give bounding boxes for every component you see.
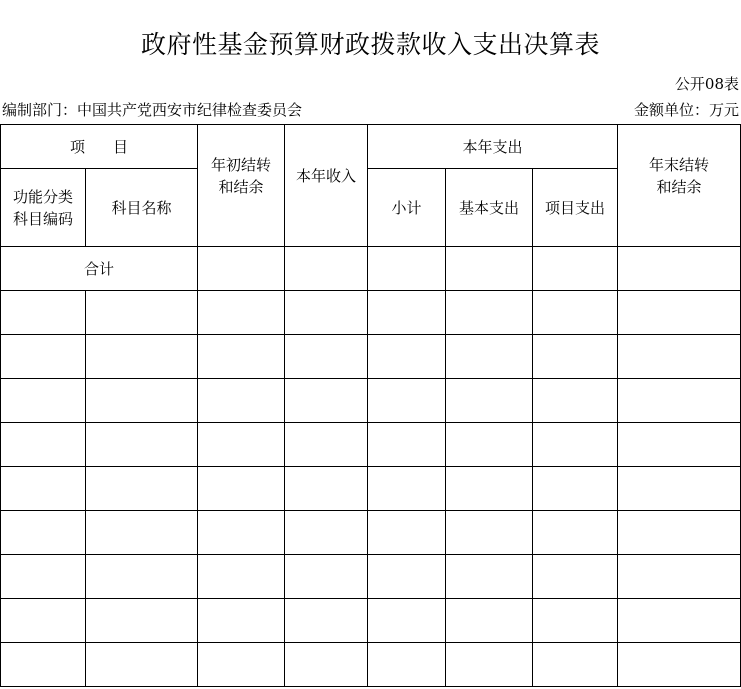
header-begin-balance — [198, 125, 285, 247]
header-func-code-line1: 功能分类 — [12, 187, 73, 206]
cell-code — [1, 423, 86, 467]
cell-basic — [446, 467, 533, 511]
table-row — [1, 467, 741, 511]
cell-code — [1, 599, 86, 643]
cell-project — [533, 599, 618, 643]
cell-basic — [446, 643, 533, 687]
cell-project — [533, 643, 618, 687]
header-end-balance-line1: 年末结转 — [649, 155, 710, 174]
cell-name — [86, 291, 198, 335]
header-basic-expenditure: 基本支出 — [446, 169, 533, 247]
cell-name — [86, 423, 198, 467]
cell-project — [533, 379, 618, 423]
cell-income — [285, 599, 368, 643]
cell-basic — [446, 423, 533, 467]
cell-end — [618, 335, 741, 379]
total-basic-cell — [446, 247, 533, 291]
table-row — [1, 511, 741, 555]
cell-begin — [198, 643, 285, 687]
cell-project — [533, 511, 618, 555]
cell-end — [618, 423, 741, 467]
header-func-code-line2: 科目编码 — [12, 209, 73, 228]
header-income — [285, 125, 368, 247]
cell-code — [1, 335, 86, 379]
cell-income — [285, 335, 368, 379]
cell-code — [1, 511, 86, 555]
header-item-left: 项 — [69, 137, 85, 156]
table-row — [1, 335, 741, 379]
compiling-department — [2, 100, 302, 120]
total-label: 合计 — [1, 247, 198, 291]
cell-name — [86, 643, 198, 687]
cell-name — [86, 555, 198, 599]
cell-code — [1, 643, 86, 687]
cell-income — [285, 379, 368, 423]
cell-subtotal — [368, 335, 446, 379]
header-project-expenditure: 项目支出 — [533, 169, 618, 247]
cell-project — [533, 423, 618, 467]
data-rows — [1, 291, 741, 687]
table-row — [1, 643, 741, 687]
cell-subtotal — [368, 511, 446, 555]
cell-income — [285, 643, 368, 687]
cell-end — [618, 599, 741, 643]
cell-name — [86, 599, 198, 643]
total-row — [1, 247, 741, 291]
cell-begin — [198, 511, 285, 555]
header-subject-name: 科目名称 — [86, 169, 198, 247]
cell-name — [86, 335, 198, 379]
form-number: 公开08表 — [674, 75, 739, 93]
header-row-1 — [1, 125, 741, 169]
cell-project — [533, 291, 618, 335]
cell-basic — [446, 599, 533, 643]
cell-project — [533, 555, 618, 599]
amount-unit-value: 万元 — [708, 101, 739, 119]
cell-basic — [446, 511, 533, 555]
header-income-label: 本年收入 — [295, 166, 356, 185]
cell-basic — [446, 555, 533, 599]
total-project-cell — [533, 247, 618, 291]
cell-begin — [198, 379, 285, 423]
header-func-code — [1, 169, 86, 247]
cell-name — [86, 511, 198, 555]
header-subtotal: 小计 — [368, 169, 446, 247]
cell-subtotal — [368, 423, 446, 467]
table-row — [1, 599, 741, 643]
header-item — [1, 125, 198, 169]
cell-subtotal — [368, 467, 446, 511]
fund-table — [0, 124, 741, 687]
table-row — [1, 423, 741, 467]
cell-income — [285, 511, 368, 555]
amount-unit — [634, 100, 739, 120]
header-end-balance-line2: 和结余 — [656, 177, 702, 196]
cell-begin — [198, 291, 285, 335]
table-row — [1, 555, 741, 599]
total-subtotal-cell — [368, 247, 446, 291]
header-expenditure: 本年支出 — [368, 125, 618, 169]
cell-begin — [198, 599, 285, 643]
header-end-balance — [618, 125, 741, 247]
cell-income — [285, 467, 368, 511]
cell-basic — [446, 335, 533, 379]
department-value: 中国共产党西安市纪律检查委员会 — [77, 101, 303, 119]
header-item-right: 目 — [113, 137, 129, 156]
cell-end — [618, 291, 741, 335]
cell-end — [618, 467, 741, 511]
cell-subtotal — [368, 555, 446, 599]
cell-subtotal — [368, 599, 446, 643]
cell-basic — [446, 379, 533, 423]
page-title: 政府性基金预算财政拨款收入支出决算表 — [140, 30, 600, 59]
cell-end — [618, 379, 741, 423]
cell-code — [1, 467, 86, 511]
cell-income — [285, 423, 368, 467]
cell-income — [285, 291, 368, 335]
total-income-cell — [285, 247, 368, 291]
cell-code — [1, 555, 86, 599]
cell-basic — [446, 291, 533, 335]
cell-begin — [198, 555, 285, 599]
cell-code — [1, 291, 86, 335]
cell-subtotal — [368, 379, 446, 423]
cell-begin — [198, 467, 285, 511]
cell-end — [618, 511, 741, 555]
total-begin-cell — [198, 247, 285, 291]
cell-project — [533, 467, 618, 511]
header-begin-balance-line1: 年初结转 — [210, 155, 271, 174]
cell-subtotal — [368, 291, 446, 335]
cell-name — [86, 379, 198, 423]
total-end-cell — [618, 247, 741, 291]
amount-unit-label: 金额单位： — [633, 101, 709, 119]
table-row — [1, 379, 741, 423]
cell-end — [618, 643, 741, 687]
header-begin-balance-line2: 和结余 — [218, 177, 264, 196]
table-row — [1, 291, 741, 335]
cell-code — [1, 379, 86, 423]
cell-begin — [198, 423, 285, 467]
department-label: 编制部门： — [2, 101, 78, 119]
cell-income — [285, 555, 368, 599]
cell-begin — [198, 335, 285, 379]
cell-name — [86, 467, 198, 511]
cell-subtotal — [368, 643, 446, 687]
cell-project — [533, 335, 618, 379]
cell-end — [618, 555, 741, 599]
